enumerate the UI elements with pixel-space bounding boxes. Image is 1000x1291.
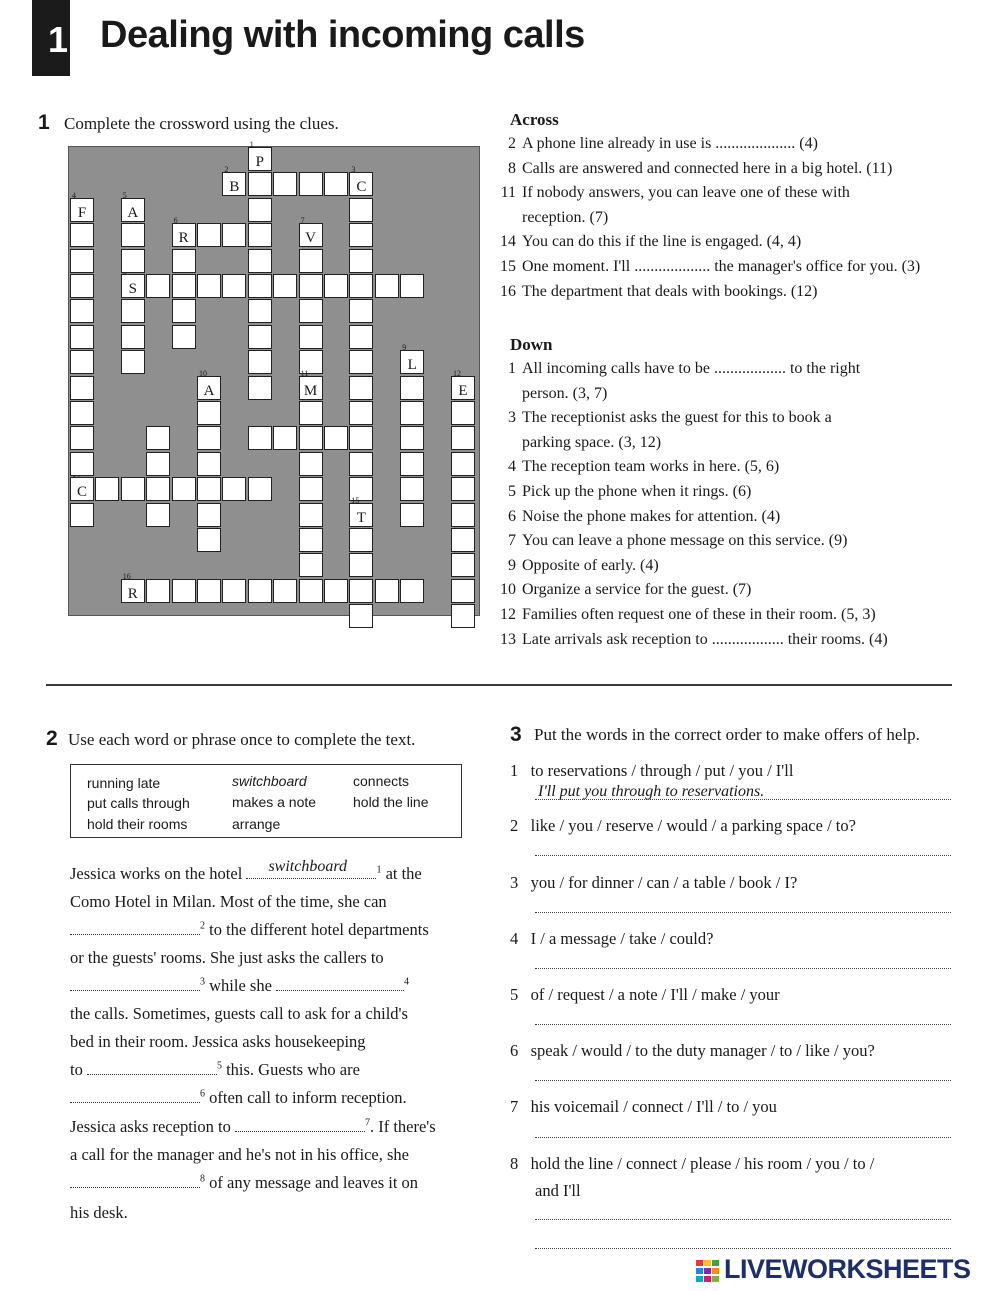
crossword-cell[interactable] — [349, 223, 373, 247]
crossword-cell[interactable] — [222, 223, 246, 247]
crossword-cell[interactable] — [273, 274, 297, 298]
crossword-cell[interactable] — [400, 503, 424, 527]
word-option: makes a note — [232, 794, 317, 810]
crossword-cell[interactable] — [146, 452, 170, 476]
crossword-cell[interactable] — [299, 325, 323, 349]
answer-line-8[interactable] — [535, 1219, 951, 1220]
crossword-cell[interactable] — [248, 579, 272, 603]
crossword-cell[interactable] — [248, 172, 272, 196]
crossword-cell[interactable] — [400, 401, 424, 425]
crossword-cell[interactable] — [146, 274, 170, 298]
crossword-cell[interactable] — [273, 172, 297, 196]
gap-7[interactable] — [235, 1117, 365, 1132]
crossword-cell[interactable] — [349, 165, 373, 196]
crossword-cell[interactable] — [172, 216, 196, 247]
clue-item: reception. (7) — [522, 208, 609, 226]
gap-2[interactable] — [70, 920, 200, 935]
text-line: Jessica works on the hotel switchboard $^1$ at the — [70, 858, 422, 883]
crossword-cell[interactable] — [349, 553, 373, 577]
crossword-cell[interactable] — [324, 274, 348, 298]
crossword-cell[interactable] — [172, 579, 196, 603]
crossword-cell[interactable] — [299, 579, 323, 603]
clue-item: 7 You can leave a phone message on this service. (9) — [508, 532, 848, 550]
crossword-cell[interactable] — [172, 299, 196, 323]
answer-line-5[interactable] — [535, 1024, 951, 1025]
text-line: Como Hotel in Milan. Most of the time, she can — [70, 892, 387, 911]
crossword-cell[interactable] — [299, 401, 323, 425]
offer-item-continued: and I'll — [535, 1181, 581, 1200]
liveworksheets-logo: LIVEWORKSHEETS — [724, 1254, 971, 1284]
given-letter: R — [127, 585, 138, 602]
answer-line-1[interactable] — [535, 799, 951, 800]
clue-number: 6 — [173, 216, 178, 226]
crossword-cell[interactable] — [197, 401, 221, 425]
crossword-cell[interactable] — [400, 376, 424, 400]
text-line: $^6$ often call to inform reception. — [70, 1088, 407, 1108]
crossword-cell[interactable] — [172, 274, 196, 298]
crossword-cell[interactable] — [451, 426, 475, 450]
crossword-cell[interactable] — [299, 477, 323, 501]
clue-item: 8 Calls are answered and connected here in a big hotel. (11) — [508, 159, 893, 177]
given-letter: F — [77, 204, 87, 221]
crossword-cell[interactable] — [248, 477, 272, 501]
clue-item: 10 Organize a service for the guest. (7) — [500, 581, 752, 599]
crossword-cell[interactable] — [349, 249, 373, 273]
crossword-cell[interactable] — [70, 274, 94, 298]
clue-item: 1 All incoming calls have to be .................. to the right — [508, 360, 861, 377]
crossword-cell[interactable] — [451, 579, 475, 603]
given-letter: L — [407, 357, 417, 374]
crossword-cell[interactable] — [349, 528, 373, 552]
clue-item: 13 Late arrivals ask reception to .................. their rooms. (4) — [500, 630, 888, 648]
text-line: his desk. — [70, 1203, 128, 1222]
crossword-cell[interactable] — [299, 249, 323, 273]
crossword-cell[interactable] — [349, 452, 373, 476]
crossword-cell[interactable] — [70, 477, 94, 501]
exercise-2-number: 2 — [46, 727, 58, 750]
crossword-cell[interactable] — [121, 274, 145, 298]
section-divider — [46, 684, 952, 686]
answer-line-2[interactable] — [535, 855, 951, 856]
offer-item: 2 like / you / reserve / would / a parking space / to? — [510, 816, 856, 835]
crossword-cell[interactable] — [121, 249, 145, 273]
clue-number: 9 — [402, 343, 407, 353]
crossword-cell[interactable] — [451, 401, 475, 425]
clue-item: 3 The receptionist asks the guest for this to book a — [508, 409, 832, 427]
crossword-cell[interactable] — [121, 477, 145, 501]
crossword-cell[interactable] — [248, 299, 272, 323]
crossword-cell[interactable] — [197, 528, 221, 552]
given-letter: P — [255, 154, 264, 170]
crossword-cell[interactable] — [121, 325, 145, 349]
word-option: hold their rooms — [87, 816, 188, 832]
crossword-cell[interactable] — [121, 190, 145, 222]
text-line: bed in their room. Jessica asks housekeeping — [70, 1032, 366, 1051]
clue-item: 14 You can do this if the line is engaged. (4, 4) — [500, 233, 802, 251]
offer-item: 5 of / request / a note / I'll / make / your — [510, 985, 780, 1004]
clue-item: 2 A phone line already in use is .................... (4) — [508, 135, 818, 152]
crossword-cell[interactable] — [349, 495, 373, 527]
offer-item: 1 to reservations / through / put / you / I'll — [510, 761, 794, 780]
crossword-cell[interactable] — [70, 325, 94, 349]
clue-number: 16 — [122, 571, 131, 581]
gap-8[interactable] — [70, 1173, 200, 1188]
clue-number: 15 — [351, 495, 360, 505]
clue-number: 10 — [199, 368, 207, 378]
clue-item: 6 Noise the phone makes for attention. (4) — [508, 507, 781, 525]
given-letter: S — [128, 281, 137, 297]
clue-number: 11 — [300, 368, 309, 378]
crossword-cell[interactable] — [299, 452, 323, 476]
crossword-cell[interactable] — [248, 249, 272, 273]
crossword-cell[interactable] — [299, 503, 323, 527]
offer-example-answer: I'll put you through to reservations. — [538, 783, 765, 800]
clue-item: 15 One moment. I'll ................... the manager's office for you. (3) — [500, 257, 921, 275]
crossword-cell[interactable] — [299, 368, 323, 400]
crossword-cell[interactable] — [299, 528, 323, 552]
crossword-cell[interactable] — [400, 274, 424, 298]
crossword-cell[interactable] — [222, 579, 246, 603]
crossword-cell[interactable] — [324, 579, 348, 603]
text-line: or the guests' rooms. She just asks the callers to — [70, 948, 384, 967]
text-line: $^8$ of any message and leaves it on — [70, 1173, 418, 1193]
crossword-cell[interactable] — [375, 274, 399, 298]
exercise-2-instruction: Use each word or phrase once to complete the text. — [68, 730, 416, 749]
crossword-cell[interactable] — [451, 553, 475, 577]
clue-number: 7 — [300, 216, 305, 226]
crossword-cell[interactable] — [349, 376, 373, 400]
crossword-cell[interactable] — [121, 571, 145, 603]
crossword-cell[interactable] — [248, 325, 272, 349]
crossword-cell[interactable] — [299, 426, 323, 450]
crossword-cell[interactable] — [121, 223, 145, 247]
crossword-cell[interactable] — [121, 350, 145, 374]
crossword-cell[interactable] — [451, 452, 475, 476]
clue-number: 3 — [351, 165, 356, 175]
word-box — [70, 764, 462, 838]
gap-3[interactable] — [70, 976, 200, 991]
crossword-cell[interactable] — [273, 579, 297, 603]
clue-item: person. (3, 7) — [522, 384, 608, 402]
crossword-cell[interactable] — [248, 140, 272, 171]
crossword-cell[interactable] — [324, 426, 348, 450]
crossword-cell[interactable] — [70, 426, 94, 450]
given-letter: C — [76, 484, 87, 501]
crossword-cell[interactable] — [299, 274, 323, 298]
clue-item: 9 Opposite of early. (4) — [508, 556, 659, 574]
crossword-cell[interactable] — [349, 401, 373, 425]
crossword-cell[interactable] — [197, 426, 221, 450]
crossword-cell[interactable] — [248, 274, 272, 298]
clue-item: parking space. (3, 12) — [522, 433, 662, 451]
clue-item: 12 Families often request one of these in their room. (5, 3) — [500, 605, 876, 623]
crossword-cell[interactable] — [349, 350, 373, 374]
offer-item: 7 his voicemail / connect / I'll / to / you — [510, 1097, 777, 1116]
crossword-cell[interactable] — [299, 216, 323, 247]
crossword-cell[interactable] — [146, 579, 170, 603]
down-clue-list — [490, 360, 888, 655]
given-letter: R — [178, 230, 189, 247]
crossword-cell[interactable] — [375, 579, 399, 603]
clue-item: 11 If nobody answers, you can leave one of these with — [500, 184, 850, 202]
crossword-cell[interactable] — [197, 368, 221, 400]
crossword-cell[interactable] — [197, 477, 221, 501]
answer-line-8b[interactable] — [535, 1248, 951, 1249]
crossword-cell[interactable] — [299, 172, 323, 196]
text-line: $^3$ while she $^4$ — [70, 976, 409, 996]
crossword-cell[interactable] — [400, 343, 424, 374]
crossword-cell[interactable] — [197, 452, 221, 476]
gap-5[interactable] — [87, 1060, 217, 1075]
crossword-cell[interactable] — [248, 376, 272, 400]
crossword-cell[interactable] — [349, 579, 373, 603]
crossword-cell[interactable] — [121, 299, 145, 323]
offer-item: 6 speak / would / to the duty manager / to / like / you? — [510, 1041, 875, 1060]
crossword-cell[interactable] — [349, 274, 373, 298]
gap-4[interactable] — [276, 976, 404, 991]
crossword-cell[interactable] — [70, 249, 94, 273]
clue-number: 2 — [224, 165, 229, 175]
crossword-cell[interactable] — [197, 503, 221, 527]
crossword-cell[interactable] — [273, 426, 297, 450]
crossword-cell[interactable] — [248, 350, 272, 374]
given-letter: C — [356, 179, 367, 196]
crossword-cell[interactable] — [451, 368, 475, 400]
crossword-cell[interactable] — [222, 165, 246, 196]
crossword-cell[interactable] — [70, 503, 94, 527]
given-letter: B — [229, 179, 240, 196]
exercise-3-instruction: Put the words in the correct order to make offers of help. — [534, 725, 920, 744]
clue-item: 5 Pick up the phone when it rings. (6) — [508, 482, 752, 500]
answer-line-4[interactable] — [535, 968, 951, 969]
crossword-cell[interactable] — [146, 477, 170, 501]
gap-6[interactable] — [70, 1088, 200, 1103]
crossword-cell[interactable] — [70, 299, 94, 323]
exercise-3-number: 3 — [510, 723, 522, 746]
crossword-cell[interactable] — [95, 477, 119, 501]
across-clue-list — [490, 135, 920, 307]
crossword-cell[interactable] — [349, 604, 373, 628]
crossword-cell[interactable] — [400, 426, 424, 450]
crossword-cell[interactable] — [172, 325, 196, 349]
word-option: switchboard — [232, 773, 307, 789]
crossword-cell[interactable] — [349, 325, 373, 349]
crossword-cell[interactable] — [248, 198, 272, 222]
given-letter: A — [203, 382, 215, 399]
answer-line-3[interactable] — [535, 912, 951, 913]
given-letter: A — [127, 204, 139, 221]
answer-line-6[interactable] — [535, 1080, 951, 1081]
given-letter: V — [305, 230, 317, 247]
crossword-cell[interactable] — [400, 452, 424, 476]
crossword-cell[interactable] — [172, 249, 196, 273]
crossword-cell[interactable] — [248, 223, 272, 247]
crossword-cell[interactable] — [324, 172, 348, 196]
given-letter: M — [303, 382, 318, 399]
crossword-cell[interactable] — [197, 274, 221, 298]
clue-item: 4 The reception team works in here. (5, 6) — [508, 458, 780, 476]
example-answer: switchboard — [268, 858, 347, 875]
crossword-cell[interactable] — [70, 190, 94, 222]
offer-item: 8 hold the line / connect / please / his room / you / to / — [510, 1154, 875, 1173]
crossword-cell[interactable] — [222, 477, 246, 501]
crossword-cell[interactable] — [172, 477, 196, 501]
word-option: running late — [87, 775, 161, 791]
exercise-1-instruction: Complete the crossword using the clues. — [64, 114, 339, 133]
crossword-cell[interactable] — [349, 198, 373, 222]
clue-item: 16 The department that deals with bookings. (12) — [500, 282, 818, 300]
crossword-cell[interactable] — [349, 299, 373, 323]
exercise-1-number: 1 — [38, 111, 50, 134]
crossword-cell[interactable] — [400, 477, 424, 501]
text-line: a call for the manager and he's not in his office, she — [70, 1145, 409, 1164]
page-title: Dealing with incoming calls — [100, 14, 585, 56]
crossword-cell[interactable] — [70, 376, 94, 400]
crossword-cell[interactable] — [299, 553, 323, 577]
crossword-cell[interactable] — [146, 426, 170, 450]
across-heading: Across — [510, 110, 559, 129]
crossword-cell[interactable] — [451, 528, 475, 552]
down-heading: Down — [510, 335, 553, 354]
text-line: Jessica asks reception to $^7$. If there's — [70, 1117, 436, 1136]
clue-number: 1 — [249, 140, 254, 149]
crossword-cell[interactable] — [197, 223, 221, 247]
text-line: $^2$ to the different hotel departments — [70, 920, 429, 940]
crossword-cell[interactable] — [70, 223, 94, 247]
crossword-cell[interactable] — [451, 503, 475, 527]
crossword-cell[interactable] — [70, 401, 94, 425]
word-option: put calls through — [87, 795, 190, 811]
word-option: connects — [353, 773, 410, 789]
crossword-cell[interactable] — [146, 503, 170, 527]
text-line: to $^5$ this. Guests who are — [70, 1060, 360, 1079]
crossword-cell[interactable] — [248, 426, 272, 450]
crossword-cell[interactable] — [451, 604, 475, 628]
crossword-cell[interactable] — [349, 426, 373, 450]
liveworksheets-logo-icon — [696, 1260, 720, 1282]
clue-number: 5 — [122, 190, 127, 200]
crossword-cell[interactable] — [400, 579, 424, 603]
offer-item: 3 you / for dinner / can / a table / book / I? — [510, 873, 798, 892]
answer-line-7[interactable] — [535, 1137, 951, 1138]
given-letter: E — [458, 382, 468, 399]
crossword-cell[interactable] — [451, 477, 475, 501]
word-option: arrange — [232, 816, 281, 832]
clue-number: 4 — [72, 190, 76, 200]
given-letter: T — [356, 509, 366, 526]
crossword-grid — [68, 140, 480, 616]
crossword-cell[interactable] — [197, 579, 221, 603]
word-option: hold the line — [353, 794, 429, 810]
crossword-cell[interactable] — [70, 350, 94, 374]
clue-number: 12 — [453, 368, 461, 378]
text-line: the calls. Sometimes, guests call to ask for a child's — [70, 1004, 408, 1023]
offer-item: 4 I / a message / take / could? — [510, 929, 714, 948]
crossword-cell[interactable] — [299, 299, 323, 323]
gap-1[interactable] — [246, 858, 376, 879]
unit-number-tab: 1 — [32, 0, 70, 76]
crossword-cell[interactable] — [222, 274, 246, 298]
crossword-cell[interactable] — [70, 452, 94, 476]
